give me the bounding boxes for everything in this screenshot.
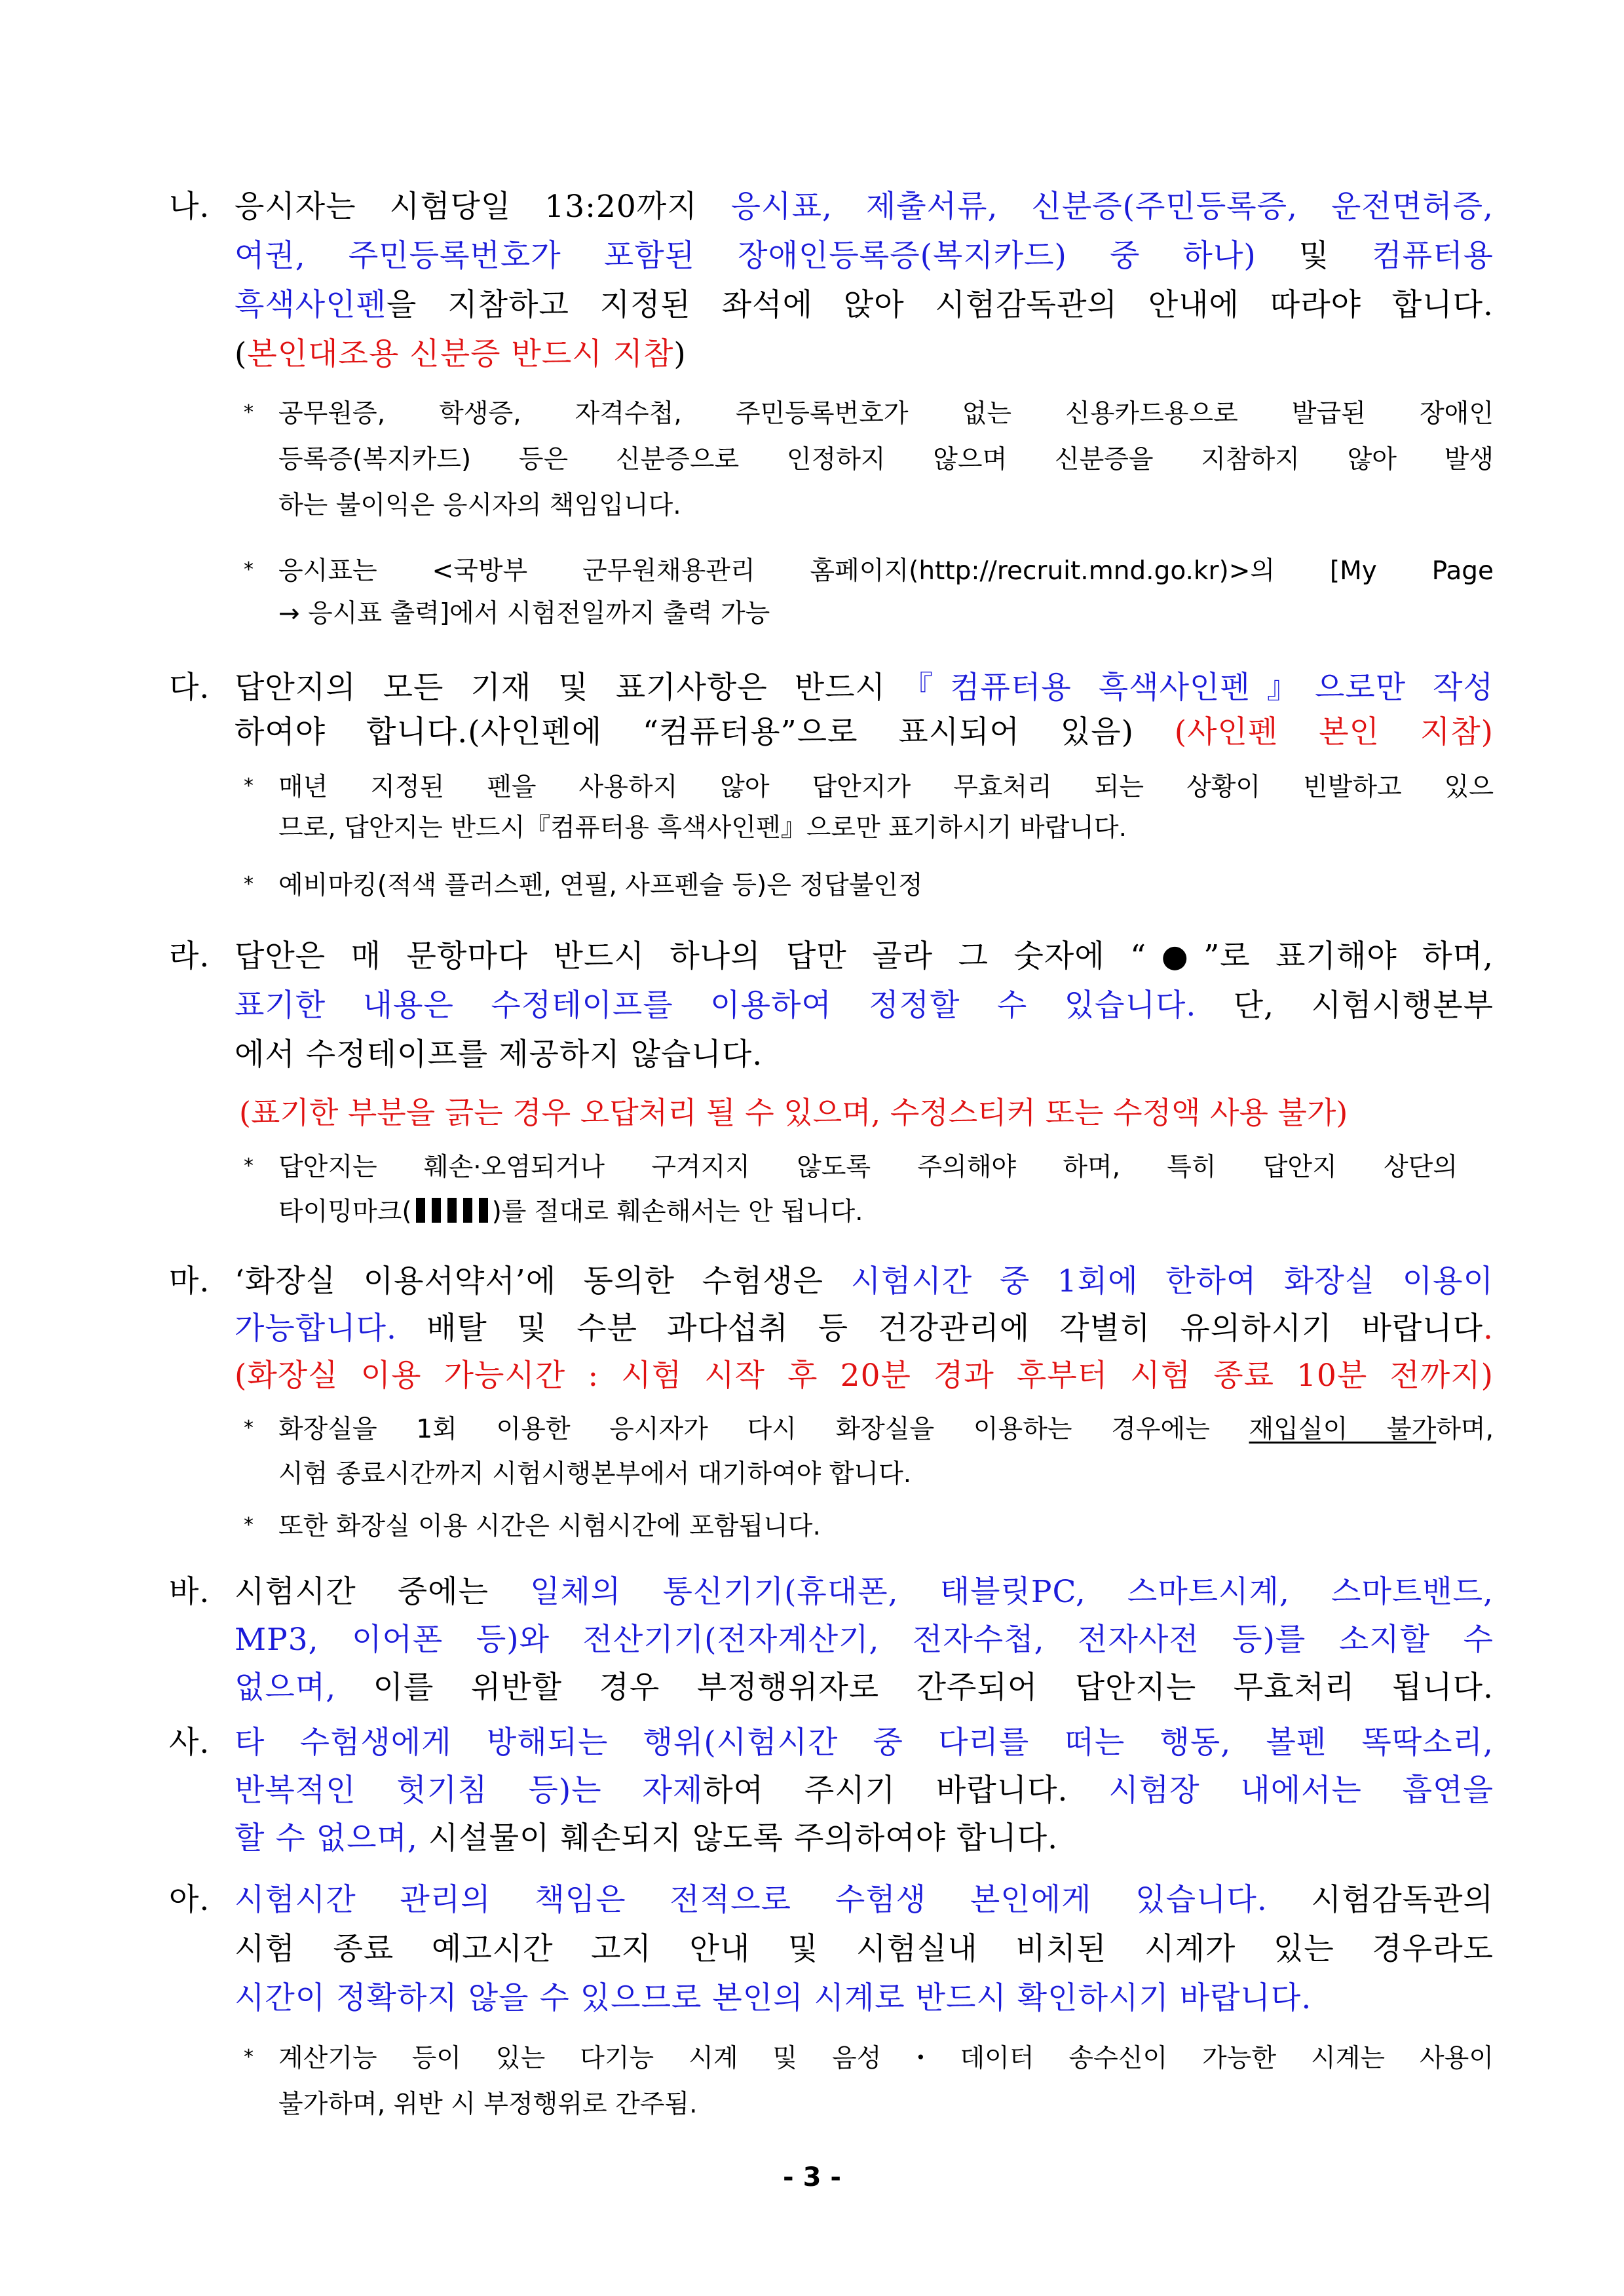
text: 하여 주시기 바랍니다. (703, 1772, 1109, 1808)
text: ( (235, 336, 248, 372)
text: 이를 위반할 경우 부정행위자로 간주되어 답안지는 무효처리 됩니다. (336, 1670, 1494, 1706)
text: 단, 시험시행본부 (1196, 987, 1494, 1024)
section-na-line-1 (235, 182, 1494, 226)
highlight-blue: 일체의 통신기기(휴대폰, 태블릿PC, 스마트시계, 스마트밴드, (530, 1574, 1494, 1610)
text: 시설물이 훼손되지 않도록 주의하여야 합니다. (417, 1820, 1059, 1856)
section-a-note1-line-2: 불가하며, 위반 시 부정행위로 간주됨. (278, 2090, 698, 2119)
section-ra-label: 라. (169, 938, 210, 974)
section-da-note2-line-1: 예비마킹(적색 플러스펜, 연필, 사프펜슬 등)은 정답불인정 (278, 871, 923, 900)
highlight-red: 본인대조용 신분증 반드시 지참 (247, 336, 674, 372)
highlight-red: . (1483, 1311, 1494, 1347)
section-ra-line-1: 답안은 매 문항마다 반드시 하나의 답만 골라 그 숫자에 “●”로 표기해야 하며, (235, 938, 1494, 974)
section-ba-line-3 (235, 1663, 1494, 1707)
section-na-label: 나. (169, 189, 210, 225)
underlined-text: 재입실이 불가 (1249, 1415, 1437, 1444)
highlight-blue: 컴퓨터용 (1372, 238, 1494, 274)
section-na-line-4 (235, 330, 687, 373)
section-ma-note1-line-1 (278, 1409, 1494, 1445)
section-ra-line-2 (235, 981, 1494, 1025)
section-a-line-2: 시험 종료 예고시간 고지 안내 및 시험실내 비치된 시계가 있는 경우라도 (235, 1931, 1494, 1967)
section-sa-line-2 (235, 1766, 1494, 1810)
section-a-label: 아. (169, 1882, 210, 1918)
note-marker: * (244, 401, 254, 424)
highlight-blue: 여권, 주민등록번호가 포함된 장애인등록증(복지카드) 중 하나) (235, 238, 1256, 274)
note-marker: * (244, 1155, 254, 1177)
section-sa-line-3 (235, 1814, 1058, 1858)
timing-mark-icon (416, 1198, 488, 1223)
note-marker: * (244, 1514, 254, 1537)
text: 타이밍마크( (278, 1197, 412, 1227)
section-na-note1-line-3: 하는 불이익은 응시자의 책임입니다. (278, 491, 681, 520)
section-na-line-2 (235, 231, 1494, 275)
text: 답안지의 모든 기재 및 표기사항은 반드시 (235, 670, 886, 706)
section-ra-line-3: 에서 수정테이프를 제공하지 않습니다. (235, 1037, 763, 1073)
highlight-blue: 타 수험생에게 방해되는 행위 (235, 1725, 704, 1761)
section-da-note1-line-1: 매년 지정된 펜을 사용하지 않아 답안지가 무효처리 되는 상황이 빈발하고 있으 (278, 773, 1494, 802)
text: 배탈 및 수분 과다섭취 등 건강관리에 각별히 유의하시기 바랍니다 (396, 1311, 1484, 1347)
note-marker: * (244, 873, 254, 896)
text: 하며, (1436, 1415, 1494, 1444)
note-marker: * (244, 775, 254, 797)
section-da-note1-line-2: 므로, 답안지는 반드시『컴퓨터용 흑색사인펜』으로만 표기하시기 바랍니다. (278, 813, 1127, 843)
highlight-red: (사인펜 본인 지참) (1174, 714, 1494, 750)
highlight-blue: 할 수 없으며, (235, 1820, 418, 1856)
section-na-line-3 (235, 280, 1494, 324)
section-na-note1-line-1: 공무원증, 학생증, 자격수첩, 주민등록번호가 없는 신용카드용으로 발급된 장애인 (278, 399, 1494, 429)
section-ma-note1-line-2: 시험 종료시간까지 시험시행본부에서 대기하여야 합니다. (278, 1459, 912, 1489)
section-da-line-2 (235, 708, 1494, 752)
text: 시험감독관의 (1267, 1882, 1494, 1918)
section-ma-line-2 (235, 1304, 1494, 1348)
section-ma-line-1 (235, 1257, 1494, 1301)
section-da-line-1 (235, 663, 1494, 707)
highlight-blue: (시험시간 중 다리를 떠는 행동, 볼펜 똑딱소리, (704, 1725, 1494, 1761)
section-da-label: 다. (169, 670, 210, 706)
highlight-blue: 흑색사인펜 (235, 287, 387, 323)
highlight-blue: 시험장 내에서는 흡연을 (1108, 1772, 1494, 1808)
note-marker: * (244, 2046, 254, 2069)
section-na-note2-line-1: 응시표는 <국방부 군무원채용관리 홈페이지(http://recruit.mnd.go.kr)>의 [My Page (278, 556, 1494, 586)
highlight-blue: 시험시간 중 1회에 한하여 화장실 이용이 (850, 1263, 1494, 1299)
text: )를 절대로 훼손해서는 안 됩니다. (491, 1197, 863, 1227)
text: 하여야 합니다.(사인펜에 “컴퓨터용”으로 표시되어 있음) (235, 714, 1175, 750)
section-ra-note1-line-2 (278, 1191, 863, 1228)
text: 및 (1256, 238, 1372, 274)
text: ) (673, 336, 687, 372)
section-ra-line-4: (표기한 부분을 긁는 경우 오답처리 될 수 있으며, 수정스티커 또는 수정액 사용 불가) (239, 1095, 1348, 1130)
section-a-note1-line-1: 계산기능 등이 있는 다기능 시계 및 음성・데이터 송수신이 가능한 시계는 사용이 (278, 2044, 1494, 2073)
highlight-blue: 반복적인 헛기침 등) (235, 1772, 572, 1808)
highlight-blue: 가능합니다. (235, 1311, 397, 1347)
text: 응시자는 시험당일 13:20까지 (235, 189, 731, 225)
section-ba-line-2: MP3, 이어폰 등)와 전산기기(전자계산기, 전자수첩, 전자사전 등)를 소지할 수 (235, 1622, 1494, 1658)
section-ba-label: 바. (169, 1574, 210, 1610)
text: 을 지참하고 지정된 좌석에 앉아 시험감독관의 안내에 따라야 합니다. (387, 287, 1494, 323)
text: ‘화장실 이용서약서’에 동의한 수험생은 (235, 1263, 851, 1299)
highlight-blue: 없으며, (235, 1670, 337, 1706)
text: 화장실을 1회 이용한 응시자가 다시 화장실을 이용하는 경우에는 (278, 1415, 1249, 1444)
section-ma-note2-line-1: 또한 화장실 이용 시간은 시험시간에 포함됩니다. (278, 1512, 821, 1541)
section-ra-note1-line-1: 답안지는 훼손·오염되거나 구겨지지 않도록 주의해야 하며, 특히 답안지 상단의 (278, 1153, 1458, 1182)
section-sa-line-1 (235, 1718, 1494, 1762)
section-na-note1-line-2: 등록증(복지카드) 등은 신분증으로 인정하지 않으며 신분증을 지참하지 않아 발생 (278, 445, 1494, 474)
note-marker: * (244, 558, 254, 581)
text: 시험시간 중에는 (235, 1574, 531, 1610)
highlight-blue: 『컴퓨터용 흑색사인펜』으로만 작성 (885, 670, 1494, 706)
section-ma-line-3: (화장실 이용 가능시간 : 시험 시작 후 20분 경과 후부터 시험 종료 10분 전까지) (235, 1358, 1494, 1394)
page-number: - 3 - (783, 2162, 841, 2192)
section-ba-line-1 (235, 1567, 1494, 1611)
highlight-blue: 응시표, 제출서류, 신분증(주민등록증, 운전면허증, (730, 189, 1494, 225)
highlight-blue: 는 자제 (571, 1772, 704, 1808)
highlight-blue: 시험시간 관리의 책임은 전적으로 수험생 본인에게 있습니다. (235, 1882, 1268, 1918)
section-sa-label: 사. (169, 1725, 210, 1761)
section-a-line-1 (235, 1875, 1494, 1919)
section-ma-label: 마. (169, 1263, 210, 1299)
highlight-blue: 표기한 내용은 수정테이프를 이용하여 정정할 수 있습니다. (235, 987, 1197, 1024)
section-a-line-3: 시간이 정확하지 않을 수 있으므로 본인의 시계로 반드시 확인하시기 바랍니다. (235, 1980, 1312, 2016)
section-na-note2-line-2: → 응시표 출력]에서 시험전일까지 출력 가능 (278, 599, 770, 628)
note-marker: * (244, 1417, 254, 1440)
